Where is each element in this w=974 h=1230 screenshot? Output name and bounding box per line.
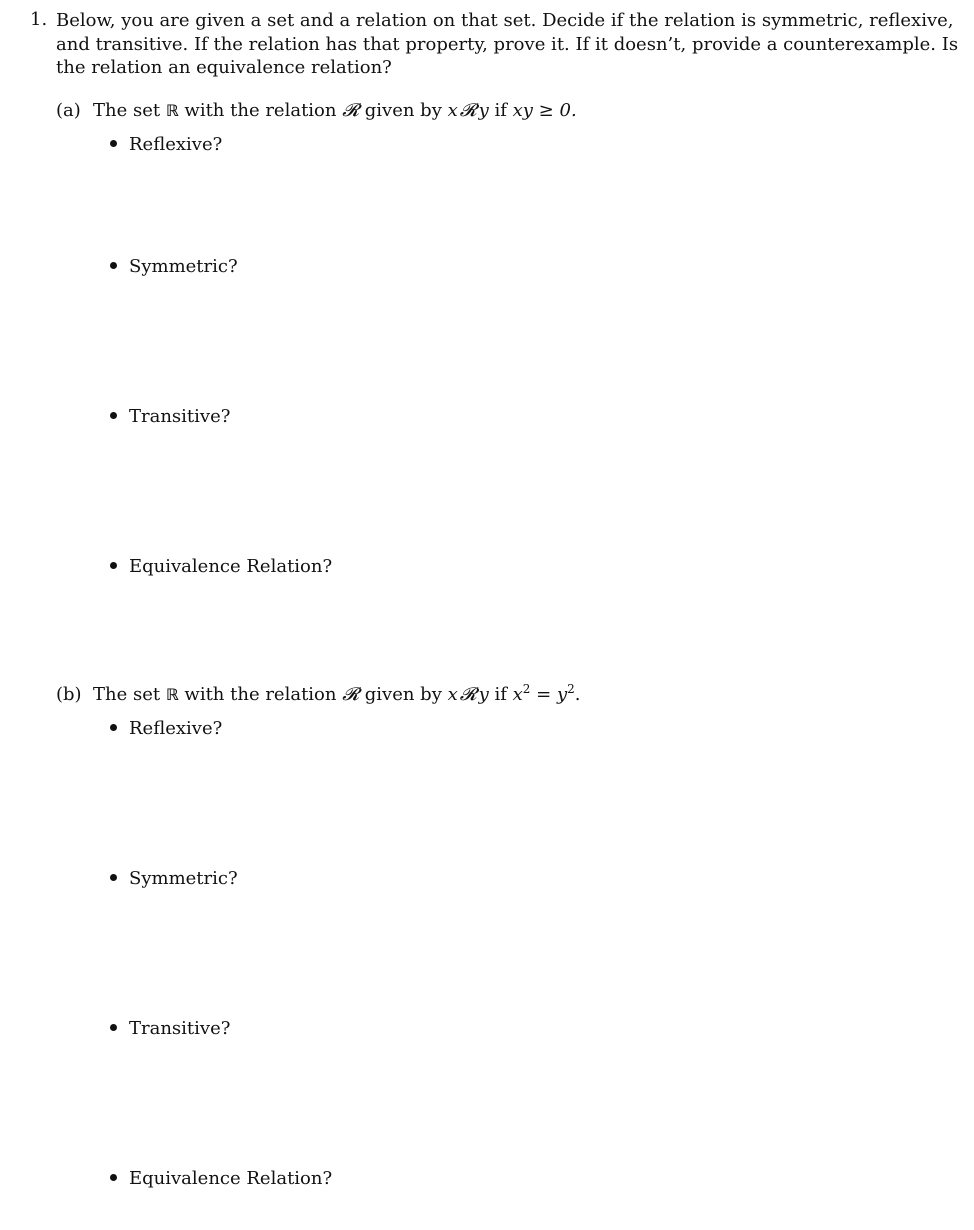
part-a-set-symbol: ℝ	[165, 101, 179, 120]
part-a-given-by: given by	[364, 100, 442, 121]
part-b-exponent-left: 2	[522, 682, 531, 696]
part-a-symmetric-item	[110, 256, 238, 277]
part-a-condition: xy ≥ 0.	[512, 100, 577, 121]
part-b-given-by: given by	[364, 684, 442, 705]
part-b-middle: with the relation	[184, 684, 337, 705]
part-b-prefix: The set	[93, 684, 161, 705]
bullet-icon	[110, 1024, 117, 1031]
part-b-var-x: x	[447, 684, 458, 705]
part-b-statement	[93, 684, 581, 705]
bullet-icon	[110, 562, 117, 569]
part-b-var-y: y	[478, 684, 489, 705]
bullet-label: Reflexive?	[129, 134, 223, 155]
bullet-label: Equivalence Relation?	[129, 556, 333, 577]
part-a-equivalence-item	[110, 556, 332, 577]
part-b-symmetric-item	[110, 868, 238, 889]
part-b-relation-symbol: 𝓡	[342, 684, 360, 705]
part-b-reflexive-item	[110, 718, 222, 739]
part-a-prefix: The set	[93, 100, 161, 121]
bullet-label: Equivalence Relation?	[129, 1168, 333, 1189]
part-b-equivalence-item	[110, 1168, 332, 1189]
bullet-label: Transitive?	[129, 406, 231, 427]
problem-statement-line: Below, you are given a set and a relation on that set. Decide if the relation is symmetric, reflexive,	[56, 10, 954, 31]
problem-statement	[56, 9, 959, 80]
bullet-icon	[110, 412, 117, 419]
part-b-relation-inline: 𝓡	[459, 684, 477, 705]
part-a-reflexive-item	[110, 134, 222, 155]
part-b-condition	[513, 684, 581, 705]
part-b-label: (b)	[56, 684, 82, 705]
bullet-icon	[110, 874, 117, 881]
bullet-label: Reflexive?	[129, 718, 223, 739]
part-a-condition-word: if	[494, 100, 507, 121]
bullet-icon	[110, 724, 117, 731]
bullet-label: Symmetric?	[129, 256, 238, 277]
problem-statement-line: the relation an equivalence relation?	[56, 57, 392, 78]
part-b-transitive-item	[110, 1018, 230, 1039]
part-a-middle: with the relation	[184, 100, 337, 121]
bullet-label: Transitive?	[129, 1018, 231, 1039]
bullet-icon	[110, 262, 117, 269]
part-a-var-y: y	[478, 100, 489, 121]
bullet-icon	[110, 140, 117, 147]
part-b-period: .	[574, 684, 581, 705]
part-b-condition-word: if	[494, 684, 507, 705]
part-a-transitive-item	[110, 406, 230, 427]
bullet-icon	[110, 1174, 117, 1181]
problem-number: 1.	[30, 9, 48, 30]
part-b-set-symbol: ℝ	[165, 685, 179, 704]
part-b-exponent-right: 2	[567, 682, 575, 696]
problem-statement-line: and transitive. If the relation has that property, prove it. If it doesn’t, provide a counterexample. Is	[56, 33, 959, 55]
part-a-relation-inline: 𝓡	[459, 100, 477, 121]
part-b-equals: =	[530, 684, 557, 705]
bullet-label: Symmetric?	[129, 868, 238, 889]
part-a-var-x: x	[447, 100, 458, 121]
part-b-condition-lhs: x	[512, 684, 523, 705]
part-a-label: (a)	[56, 100, 81, 121]
part-b-condition-rhs: y	[556, 684, 568, 705]
part-a-relation-symbol: 𝓡	[342, 100, 360, 121]
part-a-statement	[93, 100, 577, 121]
